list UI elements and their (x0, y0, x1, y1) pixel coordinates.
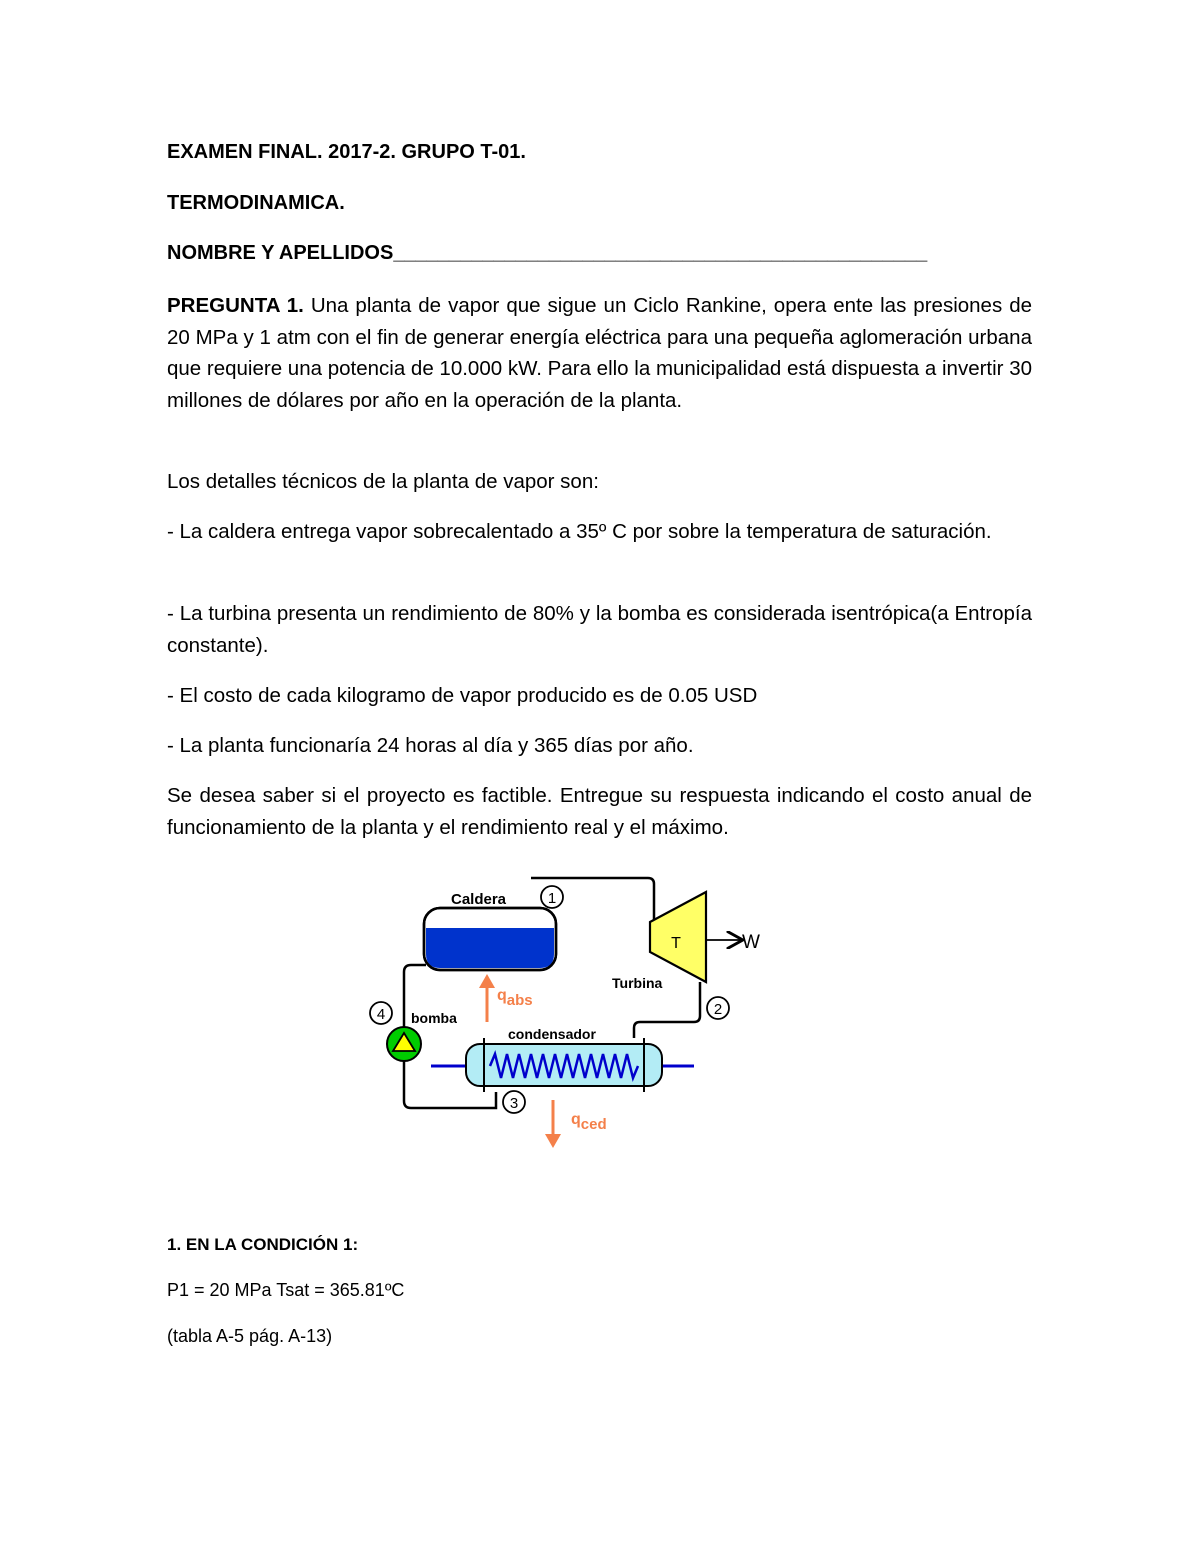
q-ced-label: qced (571, 1111, 607, 1133)
rankine-cycle-diagram (366, 870, 776, 1160)
q-ced-arrowhead (545, 1134, 561, 1148)
solution-line-1: P1 = 20 MPa Tsat = 365.81ºC (167, 1280, 405, 1300)
question-1 (167, 290, 1032, 416)
state-1-label: 1 (547, 890, 557, 907)
detail-item: - La turbina presenta un rendimiento de 80% y la bomba es considerada isentrópica(a Entropía constante). (167, 602, 1032, 657)
solution-heading: 1. EN LA CONDICIÓN 1: (167, 1235, 359, 1254)
detail-item: - La caldera entrega vapor sobrecalentado a 35º C por sobre la temperatura de saturación. (167, 520, 992, 543)
state-3-label: 3 (509, 1095, 519, 1112)
boiler-water (426, 928, 554, 968)
condenser (466, 1038, 662, 1092)
boiler (424, 908, 556, 970)
condenser-label: condensador (508, 1026, 596, 1042)
course-title: TERMODINAMICA. (167, 192, 345, 214)
state-2-label: 2 (713, 1001, 723, 1018)
name-blank: ________________________________________________ (393, 242, 928, 264)
boiler-label: Caldera (451, 891, 507, 908)
question-label: PREGUNTA 1. (167, 294, 304, 317)
details-intro: Los detalles técnicos de la planta de vapor son: (167, 470, 599, 493)
request-text: Se desea saber si el proyecto es factible. Entregue su respuesta indicando el costo anual de funcionamiento de la planta y el rendimiento real y el máximo. (167, 784, 1032, 839)
state-4-label: 4 (376, 1006, 386, 1023)
exam-title: EXAMEN FINAL. 2017-2. GRUPO T-01. (167, 141, 526, 163)
pump (387, 1027, 421, 1061)
pump-label: bomba (411, 1010, 457, 1026)
q-abs-label: qabs (497, 987, 533, 1009)
turbine-symbol: T (671, 935, 681, 952)
name-label: NOMBRE Y APELLIDOS (167, 242, 394, 264)
detail-item: - El costo de cada kilogramo de vapor producido es de 0.05 USD (167, 684, 758, 707)
q-abs-arrowhead (479, 974, 495, 988)
rankine-svg (366, 870, 776, 1160)
solution-line-2: (tabla A-5 pág. A-13) (167, 1326, 333, 1346)
name-line (167, 242, 927, 265)
detail-item: - La planta funcionaría 24 horas al día y 365 días por año. (167, 734, 694, 757)
work-label: W (742, 932, 760, 953)
question-text: Una planta de vapor que sigue un Ciclo Rankine, opera ente las presiones de 20 MPa y 1 atm con el fin de generar energía eléctrica para una pequeña aglomeración urbana que requiere una potencia de 10.000 kW. Para ello la municipalidad está dispuesta a invertir 30 millones de dólares por año en la operación de la planta. (167, 294, 1032, 412)
turbine-label: Turbina (612, 975, 663, 991)
